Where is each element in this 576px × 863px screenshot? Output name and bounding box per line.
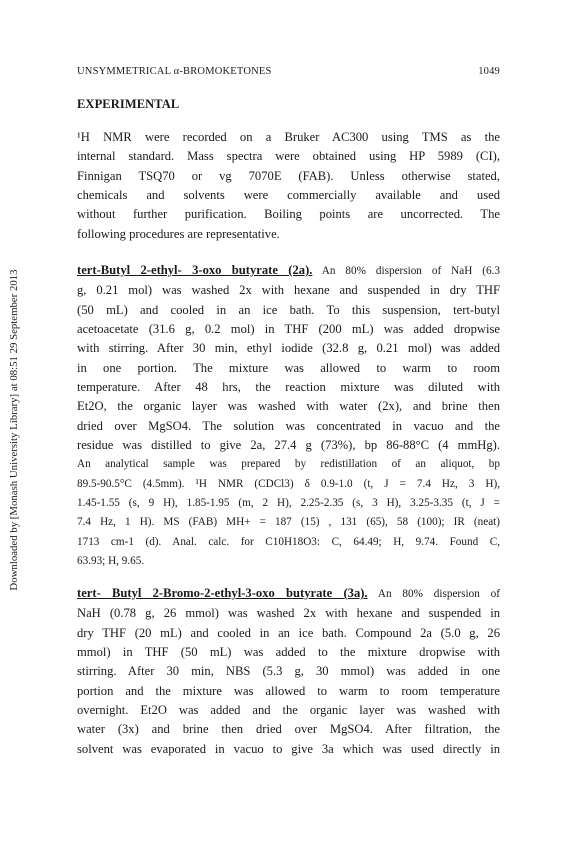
text-line: ¹H NMR were recorded on a Bruker AC300 using TMS as the (77, 130, 500, 144)
procedure-2a-intro-text: An 80% dispersion of NaH (6.3 (312, 265, 500, 277)
text-line: in one portion. The mixture was allowed to warm to room (77, 360, 500, 375)
text-line: following procedures are representative. (77, 226, 280, 241)
text-line: mmol) in THF (50 mL) was added to the mixture dropwise with (77, 645, 500, 660)
section-title: EXPERIMENTAL (77, 97, 180, 111)
intro-paragraph (77, 128, 500, 244)
text-line: 7.4 Hz, 1 H). MS (FAB) MH+ = 187 (15) , 131 (65), 58 (100); IR (neat) (77, 516, 500, 529)
text-line: temperature. After 48 hrs, the reaction mixture was diluted with (77, 380, 500, 395)
text-line: Finnigan TSQ70 or vg 7070E (FAB). Unless otherwise stated, (77, 168, 500, 183)
text-line: 1.45-1.55 (s, 9 H), 1.85-1.95 (m, 2 H), 2.25-2.35 (s, 3 H), 3.25-3.35 (t, J = (77, 497, 500, 510)
text-line: water (3x) and brine then dried over MgSO4. After filtration, the (77, 722, 500, 737)
text-line: g, 0.21 mol) was washed 2x with hexane and suspended in dry THF (77, 283, 500, 298)
text-line: with stirring. After 30 min, ethyl iodide (32.8 g, 0.21 mol) was added (77, 341, 500, 356)
procedure-2a-paragraph (77, 261, 500, 572)
text-line: 1713 cm-1 (d). Anal. calc. for C10H18O3: C, 64.49; H, 9.74. Found C, (77, 535, 500, 548)
text-line: residue was distilled to give 2a, 27.4 g (73%), bp 86-88°C (4 mmHg). (77, 438, 500, 453)
text-line: 89.5-90.5°C (4.5mm). ¹H NMR (CDCl3) δ 0.9-1.0 (t, J = 7.4 Hz, 3 H), (77, 477, 500, 490)
procedure-heading-line (77, 261, 500, 281)
text-line: 63.93; H, 9.65. (77, 555, 145, 568)
text-line: dry THF (20 mL) and cooled in an ice bath. Compound 2a (5.0 g, 26 (77, 625, 500, 640)
text-line: solvent was evaporated in vacuo to give 3a which was used directly in (77, 741, 500, 756)
page-number: 1049 (478, 66, 500, 77)
text-line: NaH (0.78 g, 26 mmol) was washed 2x with hexane and suspended in (77, 606, 500, 621)
text-line: without further purification. Boiling points are uncorrected. The (77, 207, 500, 222)
text-line: (50 mL) and cooled in an ice bath. To this suspension, tert-butyl (77, 302, 500, 317)
text-line: internal standard. Mass spectra were obtained using HP 5989 (CI), (77, 149, 500, 164)
text-line: overnight. Et2O was added and the organic layer was washed with (77, 703, 500, 718)
text-line: acetoacetate (31.6 g, 0.2 mol) in THF (200 mL) was added dropwise (77, 322, 500, 337)
procedure-2a-title: tert-Butyl 2-ethyl- 3-oxo butyrate (2a). (77, 263, 313, 277)
procedure-3a-intro-text: An 80% dispersion of (367, 588, 501, 600)
text-line: An analytical sample was prepared by redistillation of an aliquot, bp (77, 458, 500, 471)
text-line: Et2O, the organic layer was washed with water (2x), and brine then (77, 399, 500, 414)
text-line: dried over MgSO4. The solution was concentrated in vacuo and the (77, 418, 500, 433)
text-line: portion and the mixture was allowed to warm to room temperature (77, 683, 500, 698)
running-title: UNSYMMETRICAL α-BROMOKETONES (77, 66, 272, 77)
text-line: chemicals and solvents were commercially available and used (77, 188, 500, 203)
procedure-heading-line (77, 584, 500, 604)
procedure-3a-paragraph (77, 584, 500, 759)
download-note: Downloaded by [Monash University Library] at 08:51 29 September 2013 (8, 269, 20, 591)
text-line: stirring. After 30 min, NBS (5.3 g, 30 mmol) was added in one (77, 664, 500, 679)
procedure-3a-title: tert- Butyl 2-Bromo-2-ethyl-3-oxo butyrate (3a). (77, 586, 368, 600)
